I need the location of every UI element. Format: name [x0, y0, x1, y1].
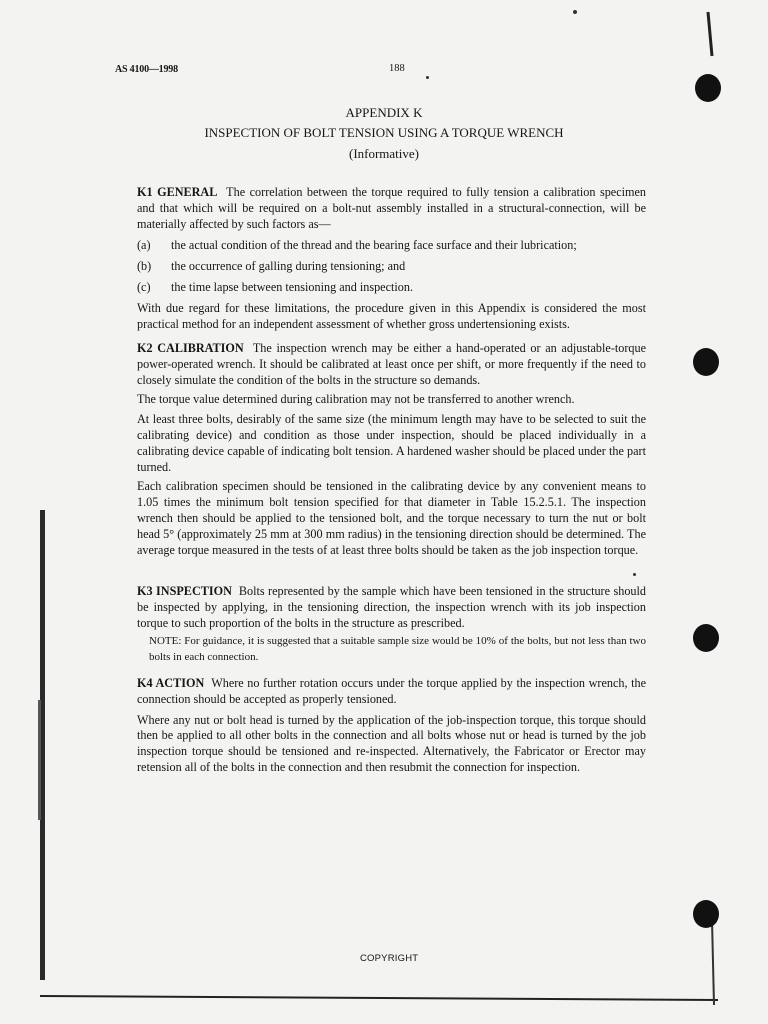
section-k3 [137, 584, 646, 665]
bottom-scan-rule [40, 996, 718, 1000]
k2-paragraph-2: The torque value determined during calibration may not be transferred to another wrench. [137, 392, 575, 407]
appendix-title: INSPECTION OF BOLT TENSION USING A TORQUE WRENCH [204, 125, 564, 140]
k1-intro: K1 GENERAL The correlation between the torque required to fully tension a calibration specimen and that which will be required on a bolt-nut assembly installed in a structural-connection, will be materially affected by such factors as— [137, 185, 646, 231]
list-item: (b) the occurrence of galling during tensioning; and [137, 259, 406, 274]
k2-heading: K2 CALIBRATION [137, 341, 244, 355]
punch-hole-3 [693, 624, 719, 652]
k3-heading: K3 INSPECTION [137, 584, 232, 598]
section-k1 [137, 185, 646, 332]
k4-heading: K4 ACTION [137, 676, 205, 690]
k3-note: NOTE: For guidance, it is suggested that a suitable sample size would be 10% of the bolts, but not less than two bolts in each connection. [149, 635, 646, 663]
list-item: (a) the actual condition of the thread and the bearing face surface and their lubrication; [137, 238, 577, 253]
appendix-label: APPENDIX K [345, 105, 423, 120]
section-k4 [137, 676, 646, 776]
k1-heading: K1 GENERAL [137, 185, 218, 199]
appendix-subtitle: (Informative) [348, 146, 420, 161]
k4-paragraph-1: K4 ACTION Where no further rotation occurs under the torque applied by the inspection wrench, the connection should be accepted as properly tensioned. [137, 676, 647, 706]
punch-hole-1 [695, 74, 721, 102]
k1-closing: With due regard for these limitations, the procedure given in this Appendix is considered the most practical method for an independent assessment of whether gross undertensioning exists. [137, 300, 646, 331]
punch-hole-4 [693, 900, 719, 928]
copyright-footer: COPYRIGHT [360, 953, 419, 964]
k2-paragraph-3: At least three bolts, desirably of the same size (the minimum length may have to be selected to suit the calibrating device) and condition as those under inspection, should be placed individually in a calibrating device capable of indicating bolt tension. A hardened washer should be placed under the part turned. [137, 412, 646, 474]
page-number: 188 [389, 63, 405, 74]
top-right-mark [708, 12, 712, 56]
section-k2 [137, 341, 646, 558]
k3-paragraph-1: K3 INSPECTION Bolts represented by the sample which have been tensioned in the structure should be inspected by applying, in the tensioning direction, the inspection wrench with its job inspection torque to such proportion of the bolts in the structure as prescribed. [137, 584, 646, 630]
k4-paragraph-2: Where any nut or bolt head is turned by the application of the job-inspection torque, this torque should then be applied to all other bolts in the connection and all bolts whose nut or head is turned by the job inspection torque should be tensioned and re-inspected. Alternatively, the Fabricator or Erector may retension all of the bolts in the connection and then resubmit the connection for inspection. [137, 712, 646, 774]
k2-paragraph-4: Each calibration specimen should be tensioned in the calibrating device by any convenient means to 1.05 times the minimum bolt tension specified for that diameter in Table 15.2.5.1. The inspection wrench then should be applied to the tensioned bolt, and the torque necessary to turn the nut or bolt head 5° (approximately 25 mm at 300 mm radius) in the tensioning direction should be determined. The average torque measured in the tests of at least three bolts should be taken as the job inspection torque. [137, 479, 646, 557]
standard-number: AS 4100—1998 [115, 64, 178, 75]
list-item: (c) the time lapse between tensioning and inspection. [137, 279, 413, 294]
k2-paragraph-1: K2 CALIBRATION The inspection wrench may be either a hand-operated or an adjustable-torque power-operated wrench. It should be calibrated at least once per shift, or more frequently if the need to closely simulate the condition of the bolts in the structure so demands. [137, 341, 647, 387]
punch-hole-2 [693, 348, 719, 376]
